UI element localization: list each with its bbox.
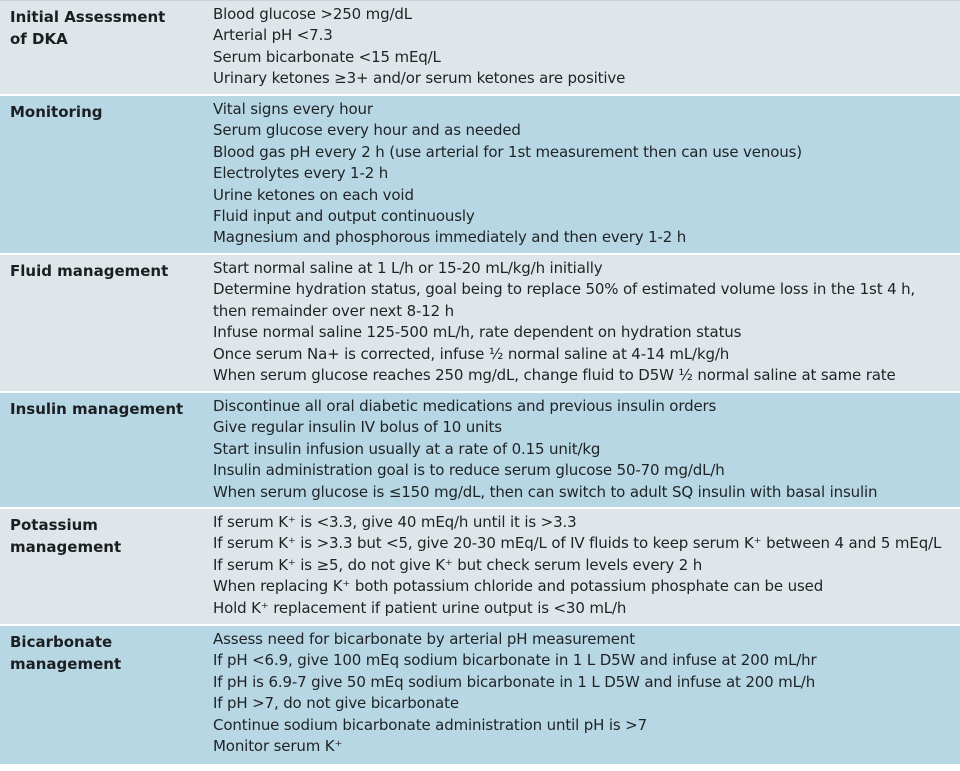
list-item: Urinary ketones ≥3+ and/or serum ketones are positive [213,69,626,88]
list-item: If pH <6.9, give 100 mEq sodium bicarbonate in 1 L D5W and infuse at 200 mL/hr [213,651,817,670]
list-item: Arterial pH <7.3 [213,26,333,45]
list-item: Continue sodium bicarbonate administration until pH is >7 [213,715,647,734]
row-content [213,99,960,249]
row-content [213,396,960,503]
list-item: Blood glucose >250 mg/dL [213,5,412,23]
table-row [0,96,960,255]
list-item: Blood gas pH every 2 h (use arterial for 1st measurement then can use venous) [213,142,802,161]
list-item: Determine hydration status, goal being to replace 50% of estimated volume loss in the 1st 4 h, [213,280,916,299]
list-item: Infuse normal saline 125-500 mL/h, rate dependent on hydration status [213,323,742,342]
row-label: Monitoring [10,103,103,121]
list-item: If pH >7, do not give bicarbonate [213,694,459,713]
list-item: If serum K⁺ is <3.3, give 40 mEq/h until it is >3.3 [213,513,577,531]
list-item: Start insulin infusion usually at a rate of 0.15 unit/kg [213,439,601,458]
list-item: Start normal saline at 1 L/h or 15-20 mL/kg/h initially [213,259,603,277]
row-label: Initial Assessment of DKA [10,8,166,48]
list-item: If serum K⁺ is >3.3 but <5, give 20-30 mEq/L of IV fluids to keep serum K⁺ between 4 and 5 mEq/L [213,534,942,553]
list-item: When serum glucose reaches 250 mg/dL, change fluid to D5W ½ normal saline at same rate [213,366,896,385]
list-item: If serum K⁺ is ≥5, do not give K⁺ but check serum levels every 2 h [213,555,703,574]
table-row [0,626,960,766]
table-row [0,255,960,393]
list-item: Once serum Na+ is corrected, infuse ½ normal saline at 4-14 mL/kg/h [213,344,730,363]
list-item: Assess need for bicarbonate by arterial pH measurement [213,630,635,648]
list-item: Insulin administration goal is to reduce serum glucose 50-70 mg/dL/h [213,461,725,480]
list-item: When replacing K⁺ both potassium chloride and potassium phosphate can be used [213,577,824,596]
row-content [213,4,960,90]
list-item: Serum glucose every hour and as needed [213,121,521,140]
row-label: Fluid management [10,262,169,280]
row-content [213,512,960,619]
table-row [0,509,960,626]
row-content [213,629,960,757]
list-item: Magnesium and phosphorous immediately and then every 1-2 h [213,228,687,247]
list-item: Vital signs every hour [213,100,373,118]
list-item: If pH is 6.9-7 give 50 mEq sodium bicarbonate in 1 L D5W and infuse at 200 mL/h [213,672,816,691]
row-label: Potassium management [10,516,122,556]
row-label: Bicarbonate management [10,633,122,673]
list-item: Electrolytes every 1-2 h [213,164,389,183]
list-item: Serum bicarbonate <15 mEq/L [213,47,441,66]
list-item: Give regular insulin IV bolus of 10 units [213,418,502,437]
list-item: Hold K⁺ replacement if patient urine output is <30 mL/h [213,598,627,617]
table-row [0,1,960,96]
list-item: Fluid input and output continuously [213,207,475,226]
list-item: Urine ketones on each void [213,185,414,204]
list-item: Discontinue all oral diabetic medications and previous insulin orders [213,397,717,415]
list-item: Monitor serum K⁺ [213,737,343,756]
row-label: Insulin management [10,400,184,418]
list-item: then remainder over next 8-12 h [213,301,455,320]
table-row [0,393,960,509]
list-item: When serum glucose is ≤150 mg/dL, then can switch to adult SQ insulin with basal insulin [213,482,878,501]
row-content [213,258,960,386]
